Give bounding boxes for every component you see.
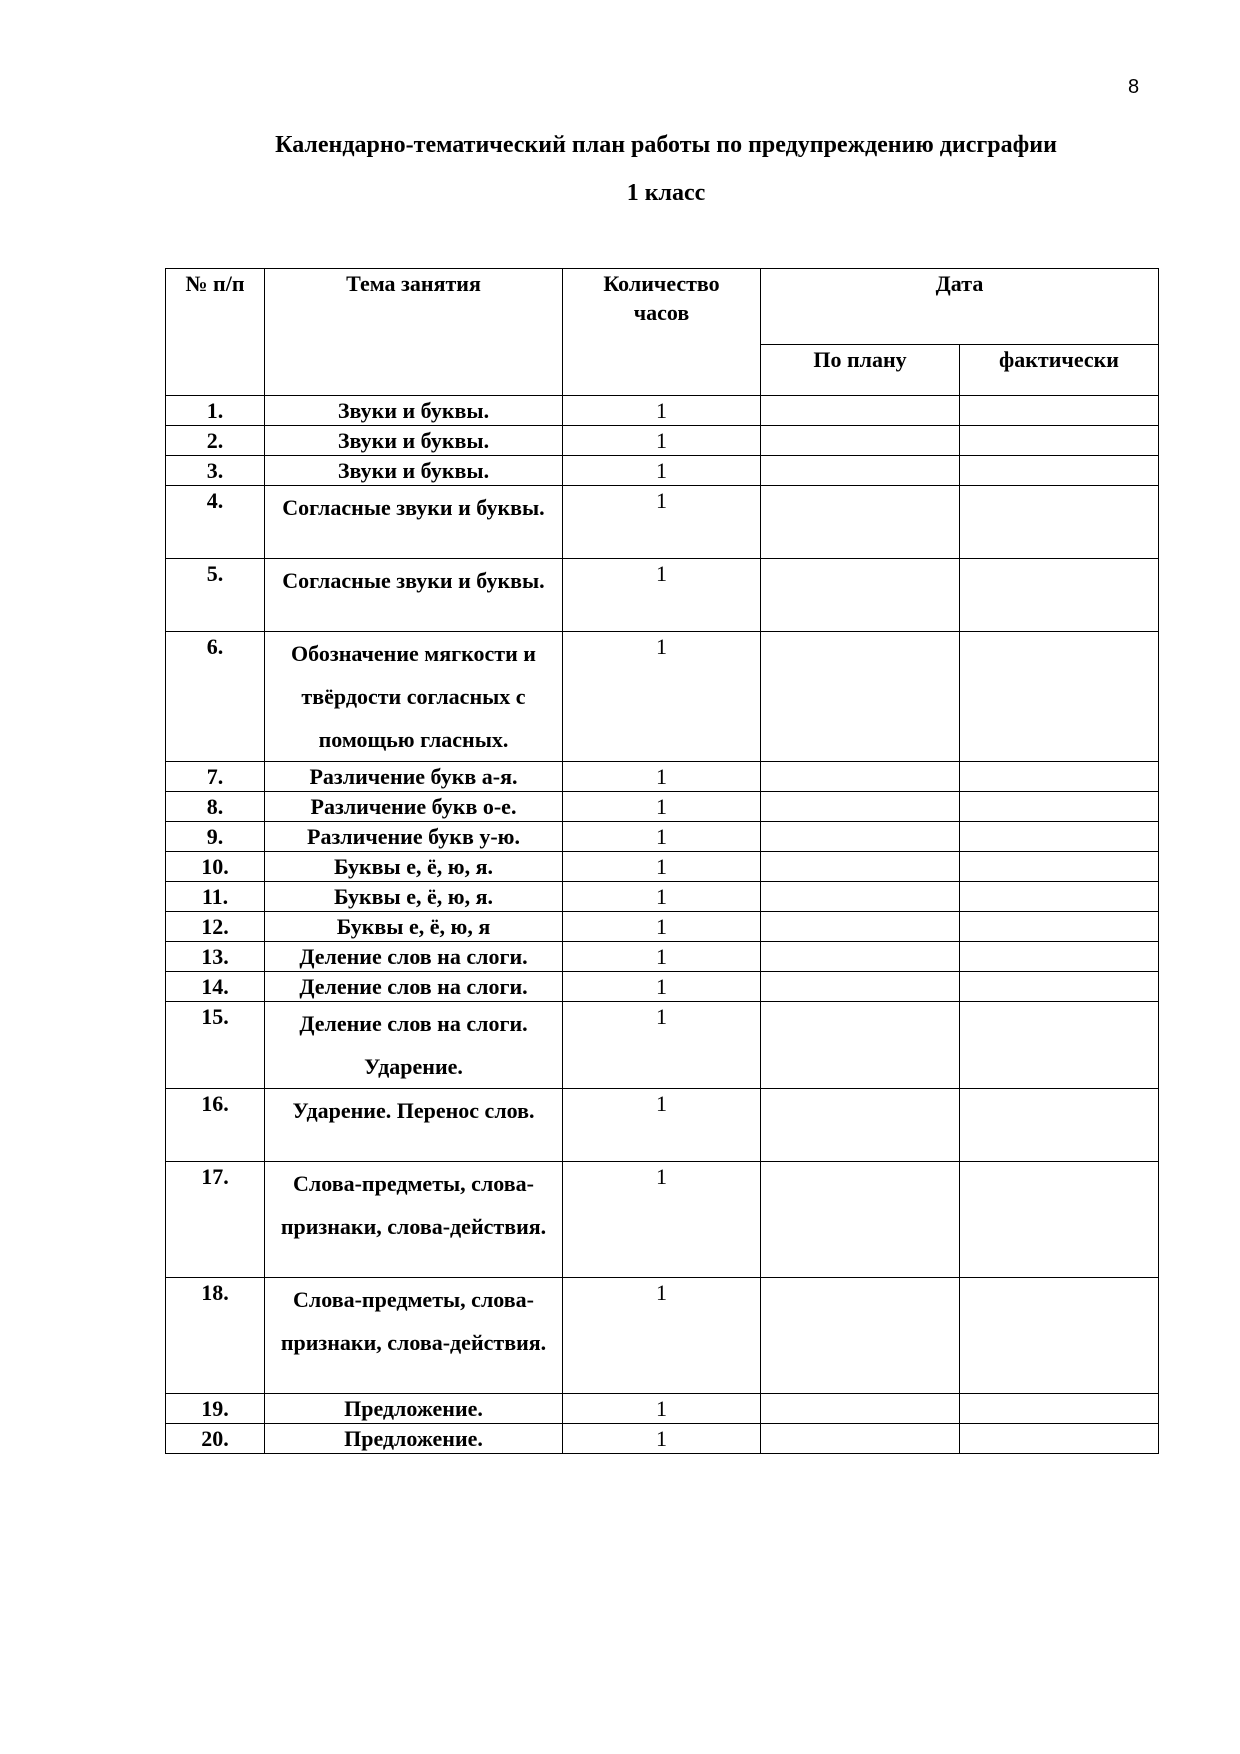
- row-hours: 1: [563, 762, 761, 792]
- row-date-actual: [960, 942, 1159, 972]
- row-date-planned: [761, 942, 960, 972]
- row-hours: 1: [563, 1089, 761, 1162]
- row-topic: Звуки и буквы.: [265, 396, 563, 426]
- row-date-planned: [761, 486, 960, 559]
- row-date-planned: [761, 426, 960, 456]
- row-date-planned: [761, 792, 960, 822]
- table-row: [166, 632, 1159, 762]
- row-date-planned: [761, 396, 960, 426]
- row-date-planned: [761, 762, 960, 792]
- row-topic: Деление слов на слоги.: [265, 972, 563, 1002]
- page-number: 8: [1128, 76, 1140, 98]
- row-topic: Ударение. Перенос слов.: [265, 1089, 563, 1162]
- table-row: [166, 1162, 1159, 1278]
- row-topic: Различение букв у-ю.: [265, 822, 563, 852]
- row-topic: Деление слов на слоги.: [265, 942, 563, 972]
- row-hours: 1: [563, 942, 761, 972]
- row-date-planned: [761, 456, 960, 486]
- row-topic: Различение букв а-я.: [265, 762, 563, 792]
- table-row: [166, 852, 1159, 882]
- row-date-planned: [761, 1424, 960, 1454]
- row-number: 13.: [166, 942, 265, 972]
- row-number: 11.: [166, 882, 265, 912]
- row-topic: Предложение.: [265, 1394, 563, 1424]
- row-number: 4.: [166, 486, 265, 559]
- row-number: 15.: [166, 1002, 265, 1089]
- row-date-planned: [761, 1162, 960, 1278]
- row-topic: Буквы е, ё, ю, я.: [265, 852, 563, 882]
- row-topic: Звуки и буквы.: [265, 426, 563, 456]
- table-row: [166, 1089, 1159, 1162]
- row-hours: 1: [563, 882, 761, 912]
- row-date-actual: [960, 852, 1159, 882]
- row-number: 3.: [166, 456, 265, 486]
- row-hours: 1: [563, 972, 761, 1002]
- row-number: 10.: [166, 852, 265, 882]
- row-topic: Буквы е, ё, ю, я.: [265, 882, 563, 912]
- header-topic: Тема занятия: [265, 269, 563, 396]
- row-date-actual: [960, 1002, 1159, 1089]
- row-date-planned: [761, 912, 960, 942]
- row-topic: Слова-предметы, слова-признаки, слова-действия.: [265, 1162, 563, 1278]
- header-actual: фактически: [960, 345, 1159, 396]
- row-hours: 1: [563, 396, 761, 426]
- row-hours: 1: [563, 632, 761, 762]
- row-hours: 1: [563, 822, 761, 852]
- table-row: [166, 882, 1159, 912]
- row-number: 8.: [166, 792, 265, 822]
- row-date-actual: [960, 822, 1159, 852]
- row-number: 20.: [166, 1424, 265, 1454]
- row-date-actual: [960, 1394, 1159, 1424]
- table-row: [166, 426, 1159, 456]
- row-date-actual: [960, 396, 1159, 426]
- row-hours: 1: [563, 426, 761, 456]
- plan-table-body: [166, 396, 1159, 1454]
- header-hours-line1: Количество: [603, 271, 720, 296]
- row-number: 14.: [166, 972, 265, 1002]
- table-row: [166, 1424, 1159, 1454]
- row-topic: Обозначение мягкости и твёрдости согласных с помощью гласных.: [265, 632, 563, 762]
- row-date-actual: [960, 456, 1159, 486]
- row-date-actual: [960, 972, 1159, 1002]
- row-hours: 1: [563, 559, 761, 632]
- row-topic: Звуки и буквы.: [265, 456, 563, 486]
- table-row: [166, 1278, 1159, 1394]
- row-hours: 1: [563, 1162, 761, 1278]
- table-row: [166, 942, 1159, 972]
- row-hours: 1: [563, 1394, 761, 1424]
- row-date-planned: [761, 972, 960, 1002]
- row-date-actual: [960, 426, 1159, 456]
- table-row: [166, 912, 1159, 942]
- row-date-actual: [960, 559, 1159, 632]
- row-topic: Различение букв о-е.: [265, 792, 563, 822]
- row-number: 5.: [166, 559, 265, 632]
- row-topic: Согласные звуки и буквы.: [265, 559, 563, 632]
- table-row: [166, 972, 1159, 1002]
- row-hours: 1: [563, 1278, 761, 1394]
- row-number: 1.: [166, 396, 265, 426]
- plan-table: [165, 268, 1159, 1454]
- row-hours: 1: [563, 852, 761, 882]
- row-date-actual: [960, 486, 1159, 559]
- table-row: [166, 762, 1159, 792]
- row-number: 7.: [166, 762, 265, 792]
- row-hours: 1: [563, 486, 761, 559]
- row-date-actual: [960, 882, 1159, 912]
- row-date-actual: [960, 912, 1159, 942]
- row-hours: 1: [563, 912, 761, 942]
- header-planned: По плану: [761, 345, 960, 396]
- row-date-planned: [761, 1278, 960, 1394]
- row-number: 18.: [166, 1278, 265, 1394]
- table-row: [166, 822, 1159, 852]
- row-date-planned: [761, 1002, 960, 1089]
- table-row: [166, 456, 1159, 486]
- row-date-planned: [761, 852, 960, 882]
- row-topic: Слова-предметы, слова-признаки, слова-действия.: [265, 1278, 563, 1394]
- table-row: [166, 396, 1159, 426]
- header-hours-line2: часов: [633, 300, 690, 325]
- row-topic: Буквы е, ё, ю, я: [265, 912, 563, 942]
- row-date-planned: [761, 822, 960, 852]
- row-hours: 1: [563, 1002, 761, 1089]
- row-number: 9.: [166, 822, 265, 852]
- row-hours: 1: [563, 792, 761, 822]
- row-hours: 1: [563, 456, 761, 486]
- header-date: Дата: [761, 269, 1159, 345]
- row-date-actual: [960, 632, 1159, 762]
- row-number: 2.: [166, 426, 265, 456]
- row-date-planned: [761, 632, 960, 762]
- row-topic: Предложение.: [265, 1424, 563, 1454]
- row-hours: 1: [563, 1424, 761, 1454]
- header-number: № п/п: [166, 269, 265, 396]
- table-row: [166, 1394, 1159, 1424]
- row-date-planned: [761, 882, 960, 912]
- table-row: [166, 559, 1159, 632]
- row-date-planned: [761, 1089, 960, 1162]
- row-date-actual: [960, 762, 1159, 792]
- document-title: Календарно-тематический план работы по предупреждению дисграфии: [275, 132, 1057, 158]
- row-date-actual: [960, 1162, 1159, 1278]
- row-number: 19.: [166, 1394, 265, 1424]
- header-hours: [563, 269, 761, 396]
- row-number: 12.: [166, 912, 265, 942]
- table-row: [166, 486, 1159, 559]
- row-date-actual: [960, 1089, 1159, 1162]
- row-number: 6.: [166, 632, 265, 762]
- row-date-planned: [761, 1394, 960, 1424]
- table-row: [166, 792, 1159, 822]
- row-topic: Согласные звуки и буквы.: [265, 486, 563, 559]
- row-date-actual: [960, 1424, 1159, 1454]
- row-number: 17.: [166, 1162, 265, 1278]
- row-date-actual: [960, 1278, 1159, 1394]
- row-date-actual: [960, 792, 1159, 822]
- row-number: 16.: [166, 1089, 265, 1162]
- row-date-planned: [761, 559, 960, 632]
- row-topic: Деление слов на слоги. Ударение.: [265, 1002, 563, 1089]
- table-row: [166, 1002, 1159, 1089]
- document-subtitle: 1 класс: [626, 180, 706, 206]
